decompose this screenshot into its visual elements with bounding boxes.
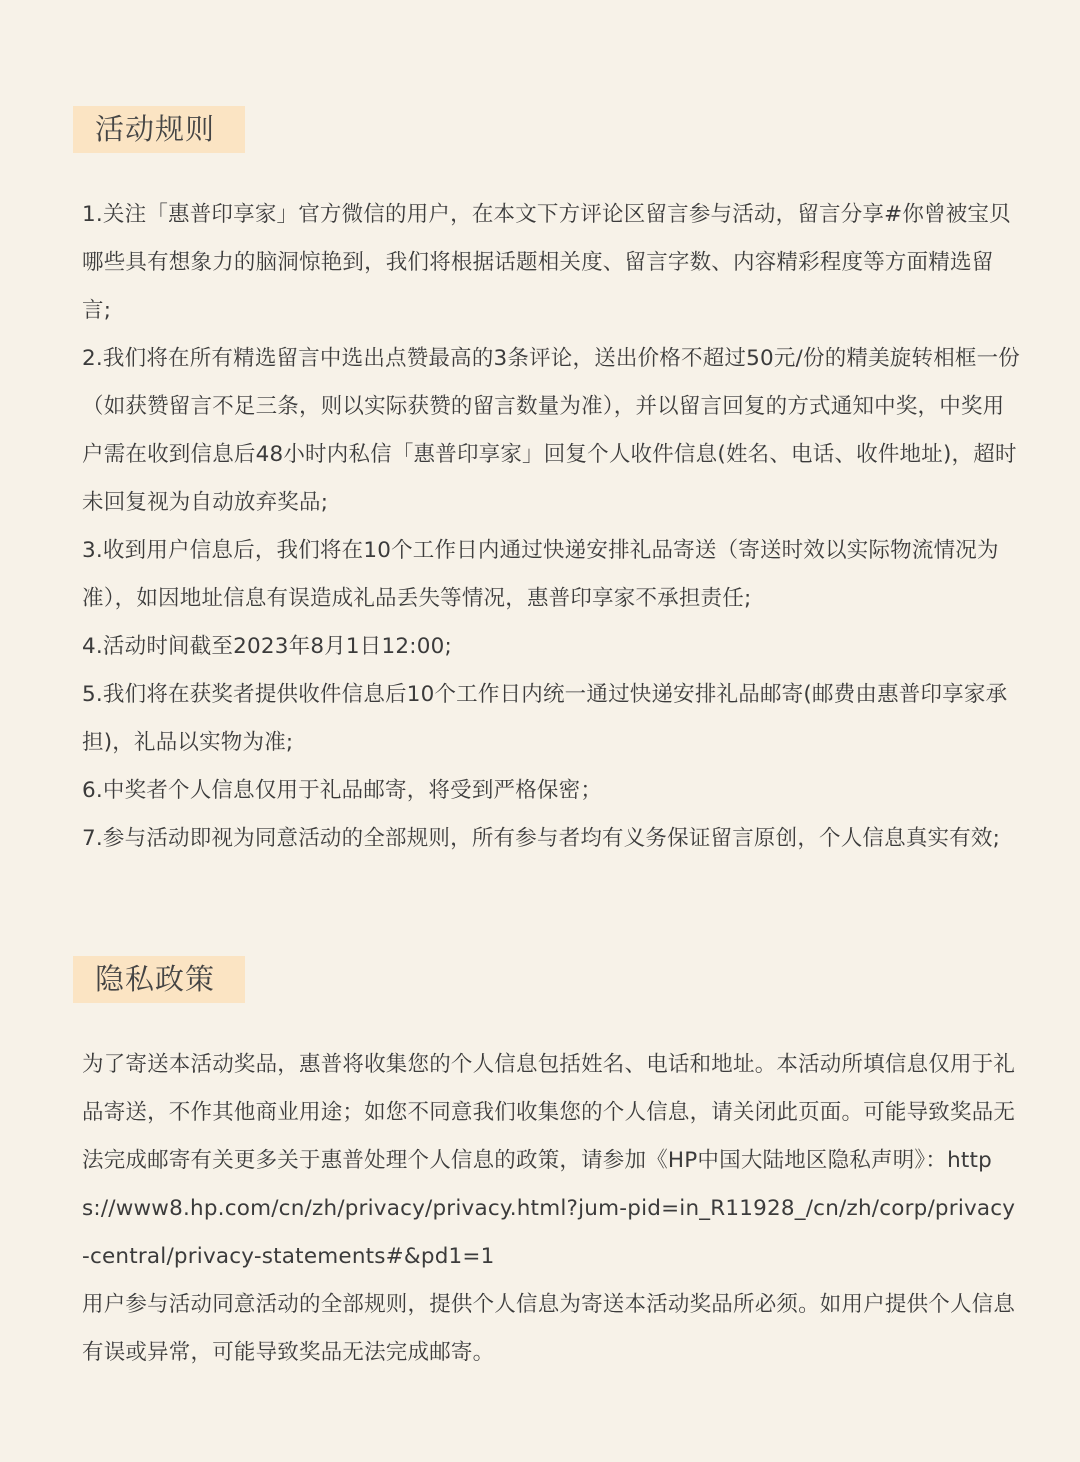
rule-item-2: 2.我们将在所有精选留言中选出点赞最高的3条评论，送出价格不超过50元/份的精美旋转相框一份（如获赞留言不足三条，则以实际获赞的留言数量为准），并以留言回复的方式通知中奖，中奖用户需在收到信息后48小时内私信「惠普印享家」回复个人收件信息(姓名、电话、收件地址)，超时未回复视为自动放弃奖品; bbox=[82, 346, 1020, 515]
privacy-body bbox=[82, 1041, 1022, 1377]
rule-item-1: 1.关注「惠普印享家」官方微信的用户，在本文下方评论区留言参与活动，留言分享#你曾被宝贝哪些具有想象力的脑洞惊艳到，我们将根据话题相关度、留言字数、内容精彩程度等方面精选留言; bbox=[82, 202, 1011, 323]
rule-item-7: 7.参与活动即视为同意活动的全部规则，所有参与者均有义务保证留言原创，个人信息真实有效; bbox=[82, 826, 1001, 851]
rules-list bbox=[82, 191, 1022, 863]
privacy-text-1: 为了寄送本活动奖品，惠普将收集您的个人信息包括姓名、电话和地址。本活动所填信息仅用于礼品寄送，不作其他商业用途；如您不同意我们收集您的个人信息，请关闭此页面。可能导致奖品无法完成邮寄有关更多关于惠普处理个人信息的政策，请参加《HP中国大陆地区隐私声明》： bbox=[82, 1052, 1016, 1173]
rule-item-5: 5.我们将在获奖者提供收件信息后10个工作日内统一通过快递安排礼品邮寄(邮费由惠普印享家承担)，礼品以实物为准; bbox=[82, 682, 1008, 755]
rule-item-4: 4.活动时间截至2023年8月1日12:00; bbox=[82, 634, 452, 659]
privacy-section bbox=[0, 956, 1080, 1377]
privacy-title: 隐私政策 bbox=[73, 956, 245, 1003]
rule-item-3: 3.收到用户信息后，我们将在10个工作日内通过快递安排礼品寄送（寄送时效以实际物流情况为准），如因地址信息有误造成礼品丢失等情况，惠普印享家不承担责任; bbox=[82, 538, 999, 611]
rules-title: 活动规则 bbox=[73, 106, 245, 153]
privacy-paragraph-1 bbox=[82, 1041, 1022, 1281]
rule-item-6: 6.中奖者个人信息仅用于礼品邮寄，将受到严格保密； bbox=[82, 778, 603, 803]
rules-section bbox=[0, 106, 1080, 863]
privacy-statement-link[interactable]: https://www8.hp.com/cn/zh/privacy/privacy.html?jum-pid=in_R11928_/cn/zh/corp/privacy-central/privacy-statements#&pd1=1 bbox=[82, 1148, 1016, 1269]
privacy-paragraph-2: 用户参与活动同意活动的全部规则，提供个人信息为寄送本活动奖品所必须。如用户提供个人信息有误或异常，可能导致奖品无法完成邮寄。 bbox=[82, 1292, 1016, 1365]
